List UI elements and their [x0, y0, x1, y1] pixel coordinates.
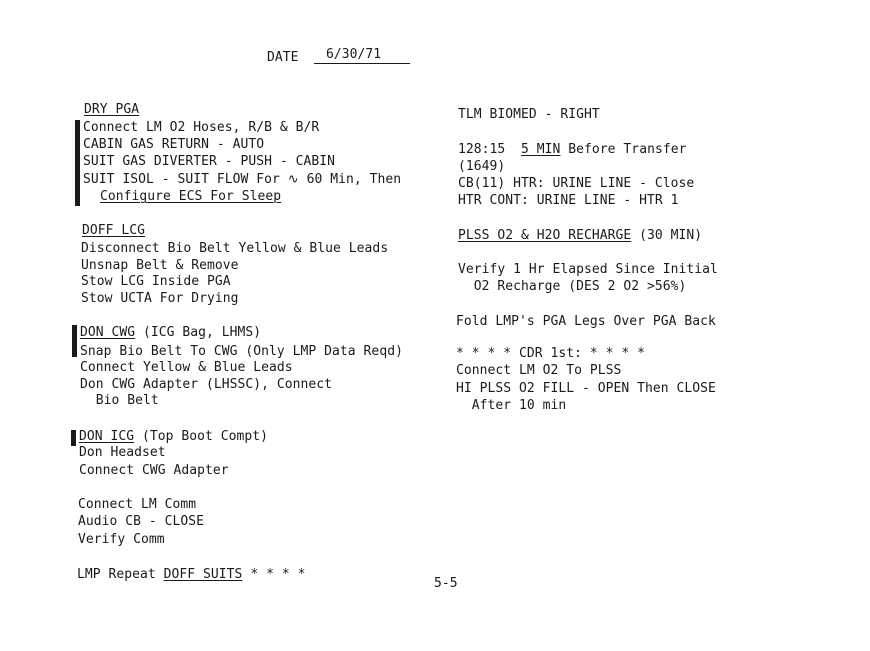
- htr-line-2: HTR CONT: URINE LINE - HTR 1: [458, 193, 679, 208]
- plss-recharge-heading: PLSS O2 & H2O RECHARGE: [458, 228, 632, 243]
- don-cwg-heading-row: [80, 325, 261, 341]
- dry-pga-heading: DRY PGA: [84, 102, 140, 117]
- verify-line-1: Verify 1 Hr Elapsed Since Initial: [458, 262, 718, 277]
- date-label: DATE: [267, 50, 299, 65]
- doff-lcg-line: Unsnap Belt & Remove: [81, 258, 239, 273]
- transfer-row: [458, 142, 686, 158]
- before-transfer: Before Transfer: [560, 142, 687, 157]
- plss-recharge-row: [458, 228, 702, 244]
- cdr-first-line: * * * * CDR 1st: * * * *: [456, 346, 646, 361]
- plss-line-1: Connect LM O2 To PLSS: [456, 363, 622, 378]
- verify-line-2: O2 Recharge (DES 2 O2 >56%): [458, 279, 687, 294]
- lmp-repeat-suffix: * * * *: [242, 567, 306, 582]
- doff-lcg-line: Stow LCG Inside PGA: [81, 274, 231, 289]
- don-icg-heading-row: [79, 429, 268, 445]
- comm-line: Audio CB - CLOSE: [78, 514, 205, 529]
- date-underline: [314, 63, 410, 64]
- change-bar: [72, 325, 77, 357]
- dry-pga-line: Connect LM O2 Hoses, R/B & B/R: [83, 120, 320, 135]
- don-cwg-heading: DON CWG: [80, 325, 136, 340]
- tlm-biomed: TLM BIOMED - RIGHT: [458, 107, 600, 122]
- don-icg-heading-suffix: (Top Boot Compt): [134, 429, 269, 444]
- page-number: 5-5: [434, 576, 458, 591]
- five-min-label: 5 MIN: [521, 142, 561, 157]
- don-icg-heading: DON ICG: [79, 429, 135, 444]
- dry-pga-line: Configure ECS For Sleep: [100, 189, 282, 204]
- lmp-repeat-prefix: LMP Repeat: [77, 567, 164, 582]
- don-cwg-line: Connect Yellow & Blue Leads: [80, 360, 293, 375]
- time-value: 128:15: [458, 142, 506, 157]
- change-bar: [75, 120, 80, 206]
- doff-lcg-heading: DOFF LCG: [82, 223, 146, 238]
- htr-line-1: CB(11) HTR: URINE LINE - Close: [458, 176, 695, 191]
- change-bar: [71, 430, 76, 446]
- doff-suits-link: DOFF SUITS: [163, 567, 243, 582]
- time-paren: (1649): [458, 159, 506, 174]
- plss-recharge-suffix: (30 MIN): [631, 228, 703, 243]
- dry-pga-line: SUIT ISOL - SUIT FLOW For ∿ 60 Min, Then: [83, 172, 402, 187]
- dry-pga-line: CABIN GAS RETURN - AUTO: [83, 137, 265, 152]
- date-value: 6/30/71: [326, 47, 382, 62]
- lmp-repeat-row: [77, 567, 305, 583]
- don-icg-line: Connect CWG Adapter: [79, 463, 229, 478]
- dry-pga-line: SUIT GAS DIVERTER - PUSH - CABIN: [83, 154, 336, 169]
- doff-lcg-line: Disconnect Bio Belt Yellow & Blue Leads: [81, 241, 389, 256]
- don-cwg-heading-suffix: (ICG Bag, LHMS): [135, 325, 262, 340]
- comm-line: Connect LM Comm: [78, 497, 197, 512]
- comm-line: Verify Comm: [78, 532, 165, 547]
- plss-line-3: After 10 min: [456, 398, 567, 413]
- doff-lcg-line: Stow UCTA For Drying: [81, 291, 239, 306]
- plss-line-2: HI PLSS O2 FILL - OPEN Then CLOSE: [456, 381, 716, 396]
- don-cwg-line: Snap Bio Belt To CWG (Only LMP Data Reqd): [80, 344, 403, 359]
- don-icg-line: Don Headset: [79, 445, 166, 460]
- don-cwg-line: Don CWG Adapter (LHSSC), Connect: [80, 377, 333, 392]
- fold-legs-line: Fold LMP's PGA Legs Over PGA Back: [456, 314, 716, 329]
- don-cwg-line: Bio Belt: [80, 393, 159, 408]
